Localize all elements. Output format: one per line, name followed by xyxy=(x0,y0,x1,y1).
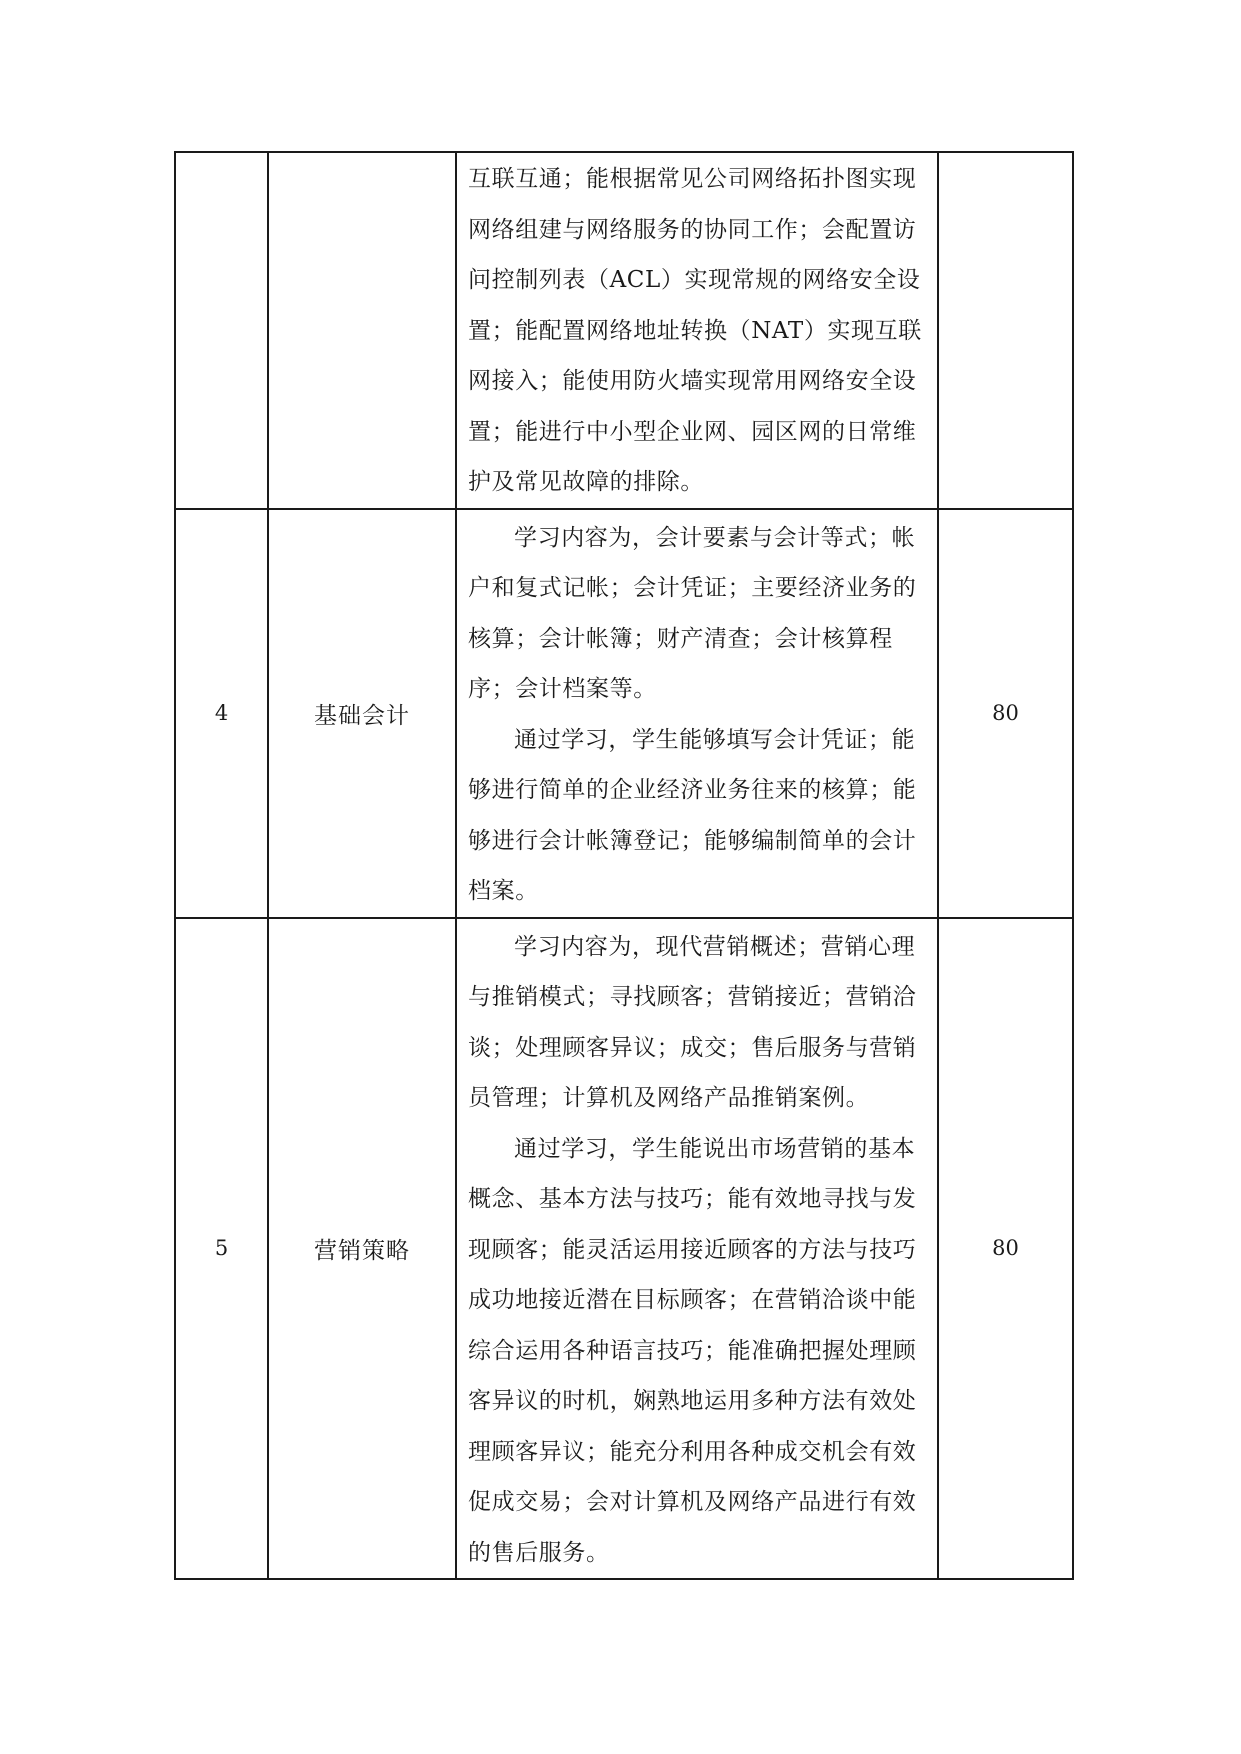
description-cell xyxy=(456,918,938,1580)
table-row xyxy=(175,152,1073,509)
description-paragraph: 互联互通；能根据常见公司网络拓扑图实现网络组建与网络服务的协同工作；会配置访问控制列表（ACL）实现常规的网络安全设置；能配置网络地址转换（NAT）实现互联网接入；能使用防火墙实现常用网络安全设置；能进行中小型企业网、园区网的日常维护及常见故障的排除。 xyxy=(468,166,922,495)
course-name: 基础会计 xyxy=(314,702,410,729)
hours-cell xyxy=(938,509,1073,918)
course-name-cell xyxy=(268,918,456,1580)
course-hours: 80 xyxy=(992,700,1019,725)
description-cell xyxy=(456,509,938,918)
number-cell xyxy=(175,509,268,918)
hours-cell xyxy=(938,918,1073,1580)
course-number: 5 xyxy=(214,1235,229,1260)
course-hours: 80 xyxy=(992,1235,1019,1260)
hours-cell xyxy=(938,152,1073,509)
course-table xyxy=(174,151,1074,1580)
description-paragraph-outcome: 通过学习，学生能够填写会计凭证；能够进行简单的企业经济业务往来的核算；能够进行会计帐簿登记；能够编制简单的会计档案。 xyxy=(468,726,917,904)
course-name-cell xyxy=(268,509,456,918)
course-name-cell xyxy=(268,152,456,509)
description-cell xyxy=(456,152,938,509)
course-number: 4 xyxy=(214,700,229,725)
description-paragraph-outcome: 通过学习，学生能说出市场营销的基本概念、基本方法与技巧；能有效地寻找与发现顾客；能灵活运用接近顾客的方法与技巧成功地接近潜在目标顾客；在营销洽谈中能综合运用各种语言技巧；能准确把握处理顾客异议的时机，娴熟地运用多种方法有效处理顾客异议；能充分利用各种成交机会有效促成交易；会对计算机及网络产品进行有效的售后服务。 xyxy=(468,1135,917,1566)
table-row xyxy=(175,918,1073,1580)
description-paragraph-content: 学习内容为，会计要素与会计等式；帐户和复式记帐；会计凭证；主要经济业务的核算；会计帐簿；财产清查；会计核算程序；会计档案等。 xyxy=(468,524,917,702)
table-row xyxy=(175,509,1073,918)
number-cell xyxy=(175,918,268,1580)
course-name: 营销策略 xyxy=(314,1237,410,1264)
number-cell xyxy=(175,152,268,509)
description-paragraph-content: 学习内容为，现代营销概述；营销心理与推销模式；寻找顾客；营销接近；营销洽谈；处理顾客异议；成交；售后服务与营销员管理；计算机及网络产品推销案例。 xyxy=(468,933,917,1111)
